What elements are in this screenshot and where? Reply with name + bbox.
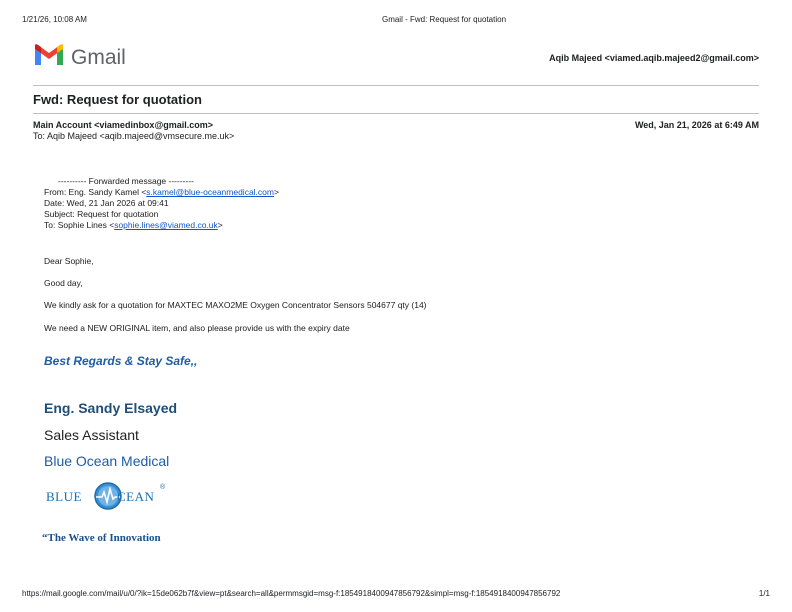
forwarded-subject: Subject: Request for quotation (44, 209, 159, 219)
gmail-logo[interactable] (33, 43, 126, 72)
signature-regards: Best Regards & Stay Safe,, (44, 354, 198, 368)
blue-ocean-logo (44, 478, 174, 516)
forwarded-to-suffix: > (217, 220, 223, 230)
print-footer-url: https://mail.google.com/mail/u/0/?ik=15de062b7f&view=pt&search=all&permmsgid=msg-f:1854918400947856792&simpl=msg-f:1854918400947856792 (22, 589, 561, 598)
registered-mark: ® (160, 484, 166, 491)
forwarded-to (44, 220, 223, 231)
forwarded-from-prefix: From: Eng. Sandy Kamel < (44, 187, 147, 197)
signature-title: Sales Assistant (44, 427, 139, 443)
forwarded-to-email-link[interactable]: sophie.lines@viamed.co.uk (114, 220, 218, 230)
email-sender: Main Account <viamedinbox@gmail.com> (33, 120, 213, 130)
email-subject: Fwd: Request for quotation (33, 92, 202, 107)
gmail-logo-text: Gmail (71, 45, 126, 69)
divider (33, 113, 759, 114)
print-page-number: 1/1 (758, 589, 770, 598)
print-title: Gmail - Fwd: Request for quotation (381, 15, 507, 24)
signature-company: Blue Ocean Medical (44, 453, 170, 469)
signature-tagline: “The Wave of Innovation (42, 532, 161, 544)
brand-logo-right-text: CEAN (117, 489, 155, 504)
gmail-m-icon (33, 43, 65, 72)
forwarded-date: Date: Wed, 21 Jan 2026 at 09:41 (44, 198, 169, 208)
account-name: Aqib Majeed <viamed.aqib.majeed2@gmail.com> (549, 53, 759, 63)
body-good-day: Good day, (44, 278, 83, 288)
forwarded-to-prefix: To: Sophie Lines < (44, 220, 115, 230)
forwarded-from-email-link[interactable]: s.kamel@blue-oceanmedical.com (146, 187, 274, 197)
divider (33, 85, 759, 86)
forwarded-from (44, 187, 279, 198)
signature-name: Eng. Sandy Elsayed (44, 400, 178, 416)
body-request: We kindly ask for a quotation for MAXTEC MAXO2ME Oxygen Concentrator Sensors 504677 qty (14) (44, 300, 427, 310)
brand-logo-left-text: BLUE (46, 489, 82, 504)
forwarded-header: ---------- Forwarded message --------- (58, 176, 194, 186)
body-greeting: Dear Sophie, (44, 256, 94, 266)
print-datetime: 1/21/26, 10:08 AM (22, 15, 87, 24)
email-recipient: To: Aqib Majeed <aqib.majeed@vmsecure.me.uk> (33, 131, 235, 141)
body-condition: We need a NEW ORIGINAL item, and also please provide us with the expiry date (44, 323, 350, 333)
email-date: Wed, Jan 21, 2026 at 6:49 AM (634, 120, 759, 130)
forwarded-from-suffix: > (273, 187, 279, 197)
